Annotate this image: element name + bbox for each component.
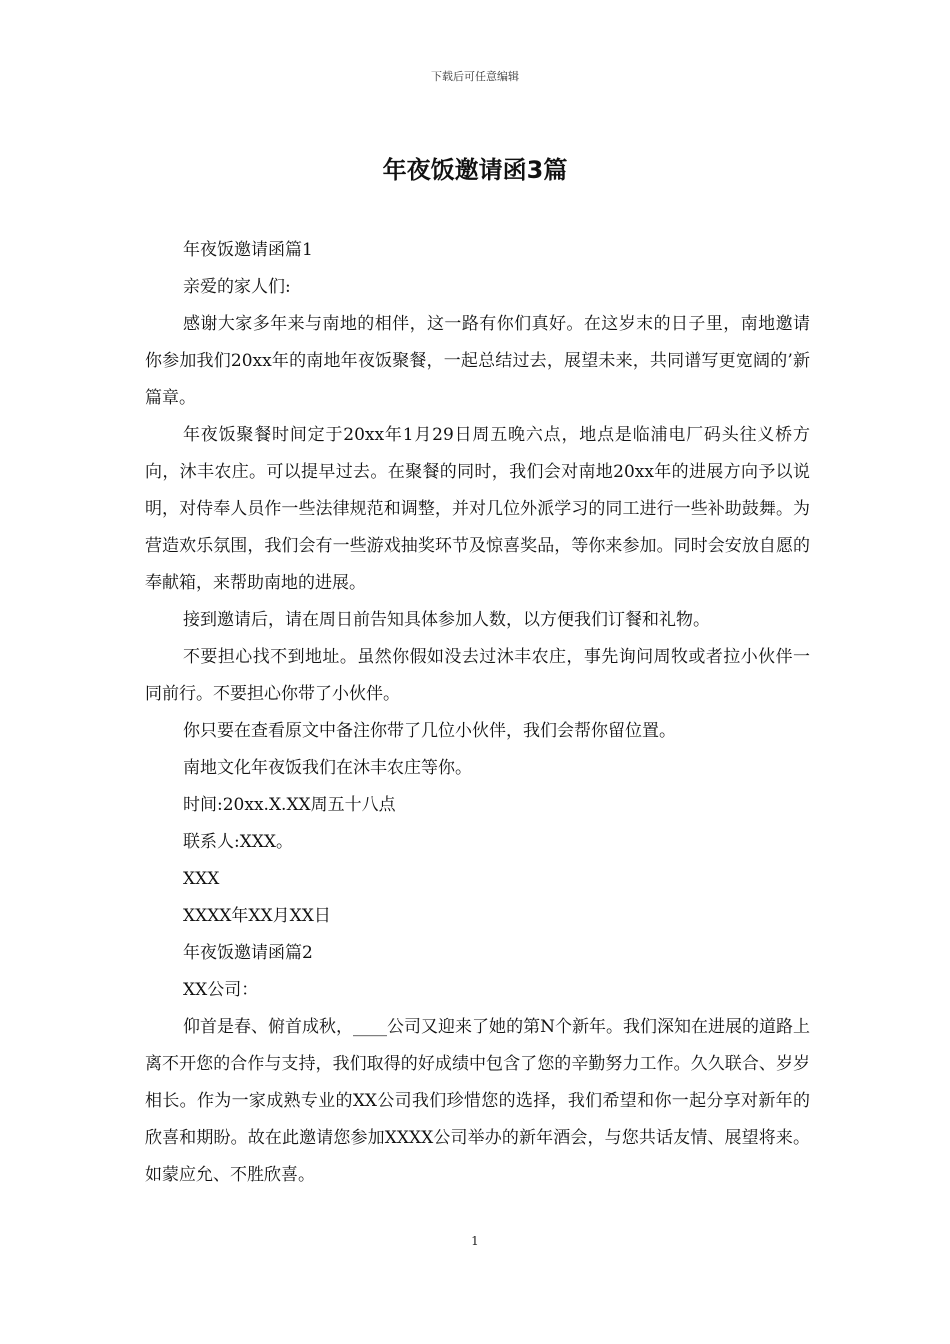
date-line: XXXX年XX月XX日 [183, 906, 331, 926]
salutation: 亲爱的家人们: [183, 277, 291, 297]
salutation: XX公司： [183, 980, 259, 1000]
time-line: 时间:20xx.X.XX周五十八点 [183, 795, 396, 815]
paragraph: 年夜饭聚餐时间定于20xx年1月29日周五晚六点，地点是临浦电厂码头往义桥方向，沐丰农庄。可以提早过去。在聚餐的同时，我们会对南地20xx年的进展方向予以说明，对侍奉人员作一些法律规范和调整，并对几位外派学习的同工进行一些补助鼓舞。为营造欢乐氛围，我们会有一些游戏抽奖环节及惊喜奖品，等你来参加。同时会安放自愿的奉献箱，来帮助南地的进展。 [145, 425, 810, 593]
paragraph: 仰首是春、俯首成秋，____公司又迎来了她的第N个新年。我们深知在进展的道路上离不开您的合作与支持，我们取得的好成绩中包含了您的辛勤努力工作。久久联合、岁岁相长。作为一家成熟专业的XX公司我们珍惜您的选择，我们希望和你一起分享对新年的欣喜和期盼。故在此邀请您参加XXXX公司举办的新年酒会，与您共话友情、展望将来。如蒙应允、不胜欣喜。 [145, 1017, 810, 1185]
document-body [145, 232, 810, 1194]
contact-line: 联系人:XXX。 [183, 832, 294, 852]
paragraph: 南地文化年夜饭我们在沐丰农庄等你。 [183, 758, 472, 778]
section-heading-2: 年夜饭邀请函篇2 [183, 943, 313, 963]
signature-line: XXX [183, 869, 220, 889]
paragraph: 不要担心找不到地址。虽然你假如没去过沐丰农庄，事先询问周牧或者拉小伙伴一同前行。不要担心你带了小伙伴。 [145, 647, 810, 704]
document-title: 年夜饭邀请函3篇 [382, 156, 568, 184]
paragraph: 你只要在查看原文中备注你带了几位小伙伴，我们会帮你留位置。 [183, 721, 676, 741]
page-number: 1 [471, 1234, 479, 1248]
paragraph: 感谢大家多年来与南地的相伴，这一路有你们真好。在这岁末的日子里，南地邀请你参加我们20xx年的南地年夜饭聚餐，一起总结过去，展望未来，共同谱写更宽阔的’新篇章。 [145, 314, 810, 408]
section-heading-1: 年夜饭邀请函篇1 [183, 240, 313, 260]
paragraph: 接到邀请后，请在周日前告知具体参加人数，以方便我们订餐和礼物。 [183, 610, 710, 630]
header-note: 下载后可任意编辑 [431, 70, 519, 83]
